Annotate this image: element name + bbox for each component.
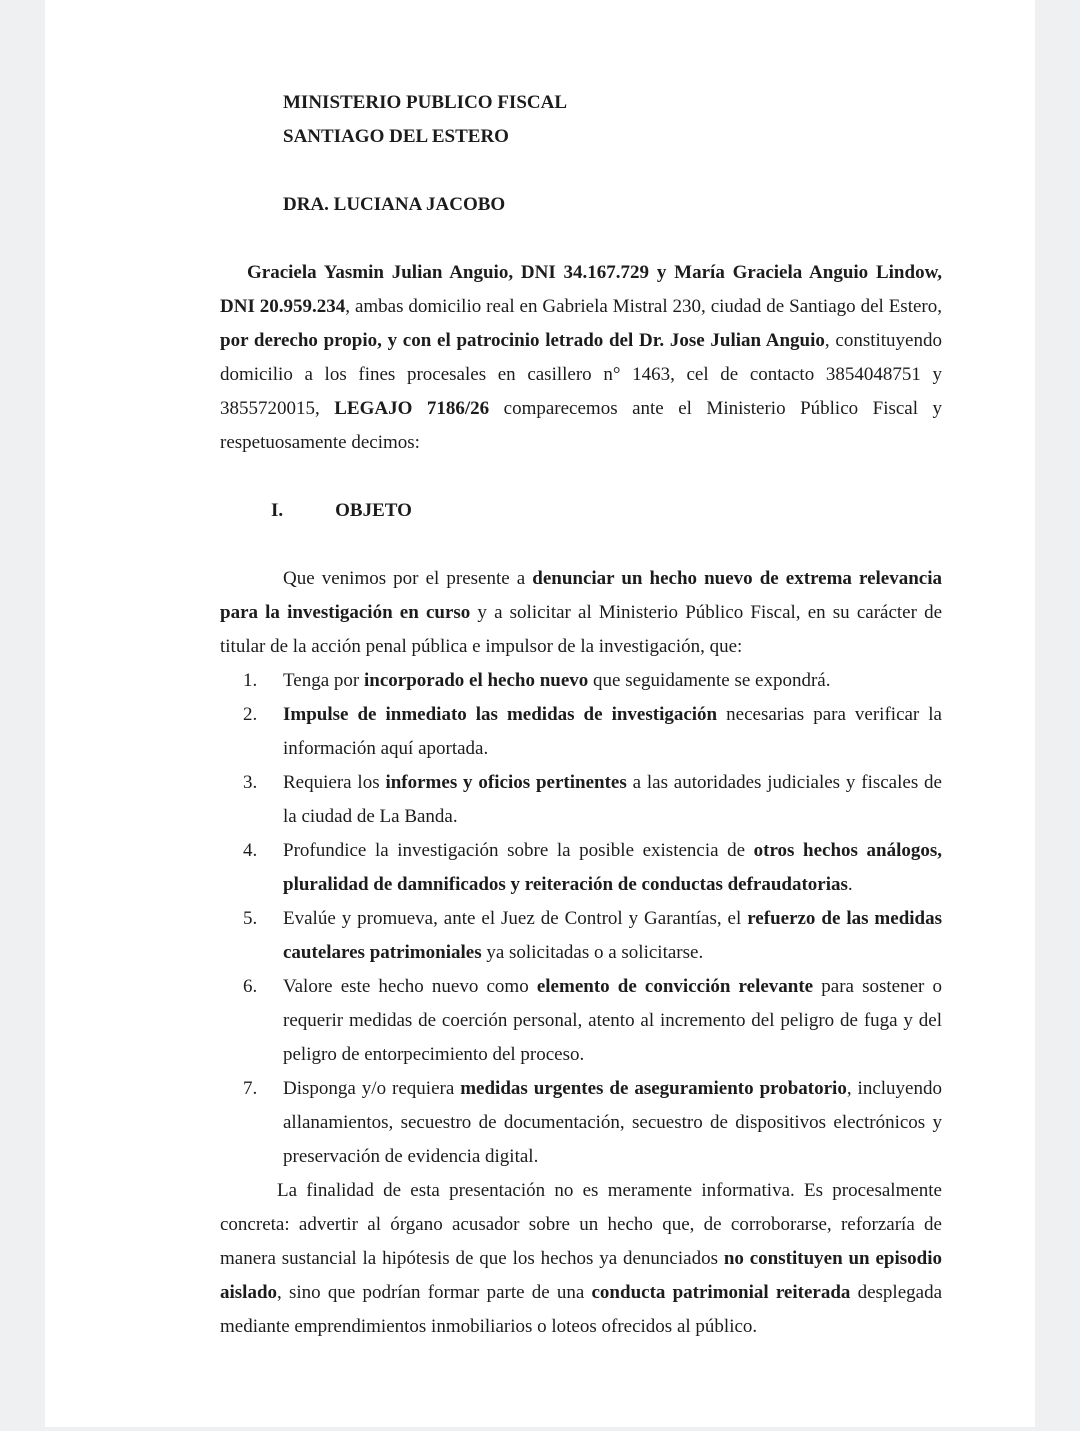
petition-text: Requiera los informes y oficios pertinentes a las autoridades judiciales y fiscales de la ciudad de La Banda. bbox=[283, 772, 942, 827]
closing-paragraph: La finalidad de esta presentación no es meramente informativa. Es procesalmente concreta: advertir al órgano acusador sobre un hecho que, de corroborarse, reforzaría de manera sustancial la hipótesis de que los hechos ya denunciados no constituyen un episodio aislado, sino que podrían formar parte de una conducta patrimonial reiterada desplegada mediante emprendimientos inmobiliarios o loteos ofrecidos al público. bbox=[220, 1180, 943, 1337]
petition-item bbox=[220, 1072, 942, 1174]
petition-text: Tenga por incorporado el hecho nuevo que seguidamente se expondrá. bbox=[283, 670, 831, 691]
petitions-list bbox=[220, 664, 942, 1174]
petition-text: Profundice la investigación sobre la posible existencia de otros hechos análogos, pluralidad de damnificados y reiteración de conductas defraudatorias. bbox=[283, 840, 942, 895]
letterhead-location: SANTIAGO DEL ESTERO bbox=[283, 126, 509, 147]
document-content bbox=[45, 0, 1035, 1344]
letterhead bbox=[220, 86, 942, 154]
petition-number: 6. bbox=[243, 976, 258, 997]
petition-item bbox=[220, 902, 942, 970]
section-title: OBJETO bbox=[335, 500, 412, 521]
petition-text: Valore este hecho nuevo como elemento de convicción relevante para sostener o requerir medidas de coerción personal, atento al incremento del peligro de fuga y del peligro de entorpecimiento del proceso. bbox=[283, 976, 942, 1065]
petition-number: 5. bbox=[243, 908, 258, 929]
document-page bbox=[45, 0, 1035, 1427]
addressee: DRA. LUCIANA JACOBO bbox=[283, 194, 506, 215]
petition-text: Evalúe y promueva, ante el Juez de Control y Garantías, el refuerzo de las medidas cautelares patrimoniales ya solicitadas o a solicitarse. bbox=[283, 908, 943, 963]
intro-paragraph: Graciela Yasmin Julian Anguio, DNI 34.167.729 y María Graciela Anguio Lindow, DNI 20.959.234, ambas domicilio real en Gabriela Mistral 230, ciudad de Santiago del Estero, por derecho propio, y con el patrocinio letrado del Dr. Jose Julian Anguio, constituyendo domicilio a los fines procesales en casillero n° 1463, cel de contacto 3854048751 y 3855720015, LEGAJO 7186/26 comparecemos ante el Ministerio Público Fiscal y respetuosamente decimos: bbox=[220, 262, 943, 453]
petition-number: 4. bbox=[243, 840, 258, 861]
object-paragraph: Que venimos por el presente a denunciar un hecho nuevo de extrema relevancia para la investigación en curso y a solicitar al Ministerio Público Fiscal, en su carácter de titular de la acción penal pública e impulsor de la investigación, que: bbox=[220, 568, 943, 657]
petition-number: 2. bbox=[243, 704, 258, 725]
petition-item bbox=[220, 698, 942, 766]
petition-number: 3. bbox=[243, 772, 258, 793]
letterhead-organization: MINISTERIO PUBLICO FISCAL bbox=[283, 92, 567, 113]
petition-item bbox=[220, 664, 942, 698]
petition-item bbox=[220, 766, 942, 834]
section-heading bbox=[220, 494, 942, 528]
petition-number: 1. bbox=[243, 670, 258, 691]
petition-text: Impulse de inmediato las medidas de investigación necesarias para verificar la información aquí aportada. bbox=[283, 704, 942, 759]
petition-number: 7. bbox=[243, 1078, 258, 1099]
petition-item bbox=[220, 970, 942, 1072]
section-number: I. bbox=[271, 500, 284, 521]
petition-text: Disponga y/o requiera medidas urgentes de aseguramiento probatorio, incluyendo allanamientos, secuestro de documentación, secuestro de dispositivos electrónicos y preservación de evidencia digital. bbox=[283, 1078, 942, 1167]
petition-item bbox=[220, 834, 942, 902]
